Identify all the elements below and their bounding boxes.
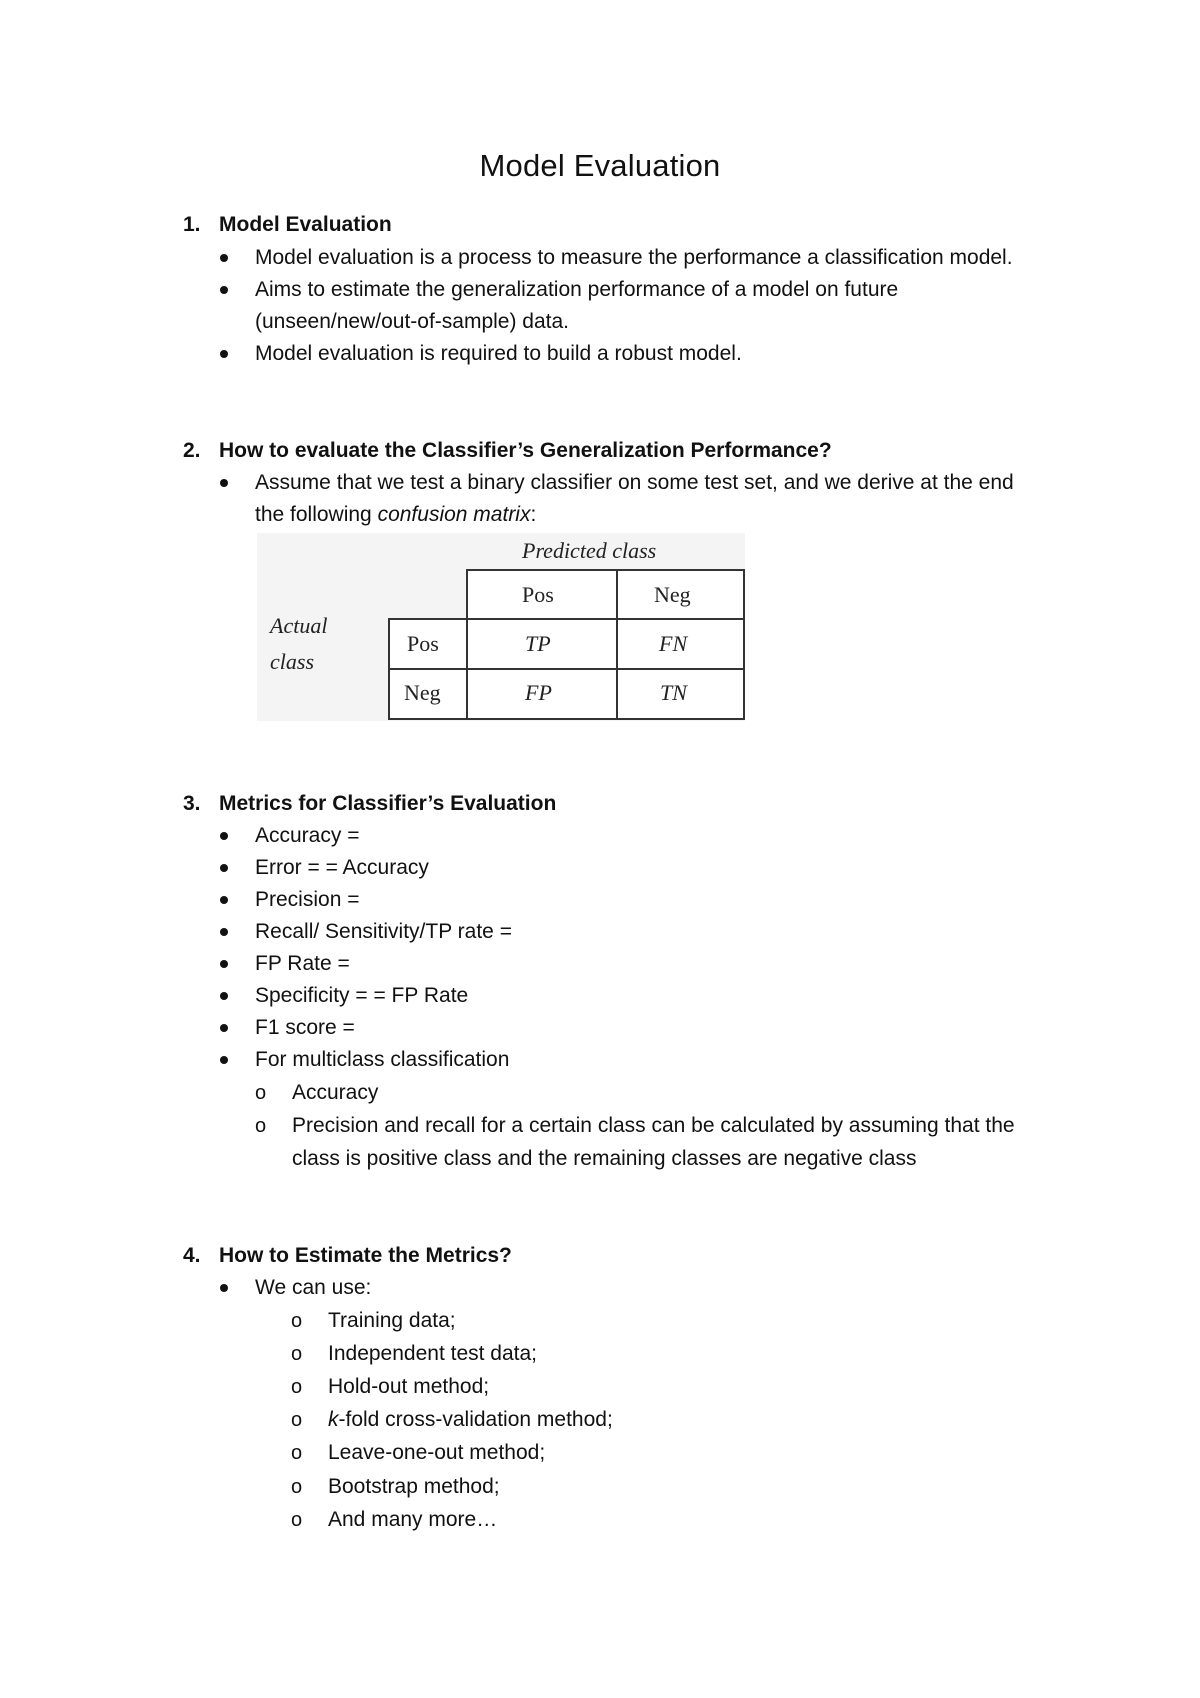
circle-bullet-icon: o [255,1082,267,1104]
cell-fn: FN [659,631,688,656]
method-hold-out: Hold-out method; [328,1375,490,1398]
section-2-heading: How to evaluate the Classifier’s Generalization Performance? [219,439,832,462]
bullet-icon [220,350,228,358]
method-bootstrap: Bootstrap method; [328,1475,500,1498]
method-k-fold [328,1407,613,1433]
circle-bullet-icon: o [291,1343,303,1365]
metric-specificity: Specificity = = FP Rate [255,984,469,1007]
metric-f1: F1 score = [255,1016,355,1039]
grid-line [616,569,618,720]
grid-line [743,569,745,720]
row-header-pos: Pos [407,631,439,656]
col-header-neg: Neg [654,582,691,607]
bullet-icon [220,832,228,840]
bullet-icon [220,479,228,487]
section-1-number: 1. [183,213,201,236]
bullet-icon [220,286,228,294]
bullet-icon [220,254,228,262]
grid-line [388,718,745,720]
circle-bullet-icon: o [291,1376,303,1398]
circle-bullet-icon: o [291,1442,303,1464]
section-2-colon: : [530,503,537,526]
metric-fp-rate: FP Rate = [255,952,350,975]
metric-accuracy: Accuracy = [255,824,360,847]
section-2-text: the following [255,503,378,526]
metric-recall: Recall/ Sensitivity/TP rate = [255,920,512,943]
circle-bullet-icon: o [291,1409,303,1431]
section-4-bullet-1: We can use: [255,1276,372,1299]
k-fold-text: -fold cross-validation method; [338,1408,613,1431]
bullet-icon [220,992,228,1000]
circle-bullet-icon: o [291,1509,303,1531]
section-1-heading: Model Evaluation [219,213,392,236]
multiclass-accuracy: Accuracy [292,1081,379,1104]
grid-line [466,569,468,720]
circle-bullet-icon: o [291,1476,303,1498]
bullet-icon [220,1284,228,1292]
metric-multiclass: For multiclass classification [255,1048,510,1071]
method-independent-test: Independent test data; [328,1342,538,1365]
cell-tp: TP [525,631,551,656]
confusion-matrix-figure [257,533,745,721]
bullet-icon [220,864,228,872]
section-2-bullet-1: Assume that we test a binary classifier on some test set, and we derive at the end [255,471,1014,494]
confusion-matrix-term: confusion matrix [377,503,531,526]
section-4-heading: How to Estimate the Metrics? [219,1244,512,1267]
circle-bullet-icon: o [255,1115,267,1137]
cell-fp: FP [525,680,552,705]
multiclass-precision-recall: Precision and recall for a certain class can be calculated by assuming that the [292,1114,1015,1137]
actual-class-label-2: class [270,649,314,674]
bullet-icon [220,960,228,968]
grid-line [388,668,745,670]
bullet-icon [220,1056,228,1064]
section-4-number: 4. [183,1244,201,1267]
method-many-more: And many more… [328,1508,498,1531]
col-header-pos: Pos [522,582,554,607]
cell-tn: TN [660,680,687,705]
predicted-class-label: Predicted class [522,538,657,563]
section-1-bullet-1: Model evaluation is a process to measure the performance a classification model. [255,246,1013,269]
bullet-icon [220,1024,228,1032]
section-3-heading: Metrics for Classifier’s Evaluation [219,792,557,815]
bullet-icon [220,928,228,936]
k-variable: k [328,1408,339,1431]
grid-line [467,569,745,571]
section-1-bullet-2: Aims to estimate the generalization performance of a model on future [255,278,899,301]
method-training: Training data; [328,1309,456,1332]
section-2-number: 2. [183,439,201,462]
method-leave-one-out: Leave-one-out method; [328,1441,546,1464]
section-3-number: 3. [183,792,201,815]
header-cells [467,570,745,619]
section-1-bullet-3: Model evaluation is required to build a robust model. [255,342,742,365]
grid-line [388,618,390,720]
row-header-neg: Neg [404,680,441,705]
circle-bullet-icon: o [291,1310,303,1332]
page-title: Model Evaluation [479,148,721,183]
bullet-icon [220,896,228,904]
actual-class-label-1: Actual [270,613,328,638]
grid-line [388,618,745,620]
section-1-bullet-2-cont: (unseen/new/out-of-sample) data. [255,310,570,333]
metric-error: Error = = Accuracy [255,856,429,879]
section-2-bullet-1-cont [255,502,536,528]
multiclass-precision-recall-cont: class is positive class and the remaining classes are negative class [292,1147,917,1170]
metric-precision: Precision = [255,888,360,911]
